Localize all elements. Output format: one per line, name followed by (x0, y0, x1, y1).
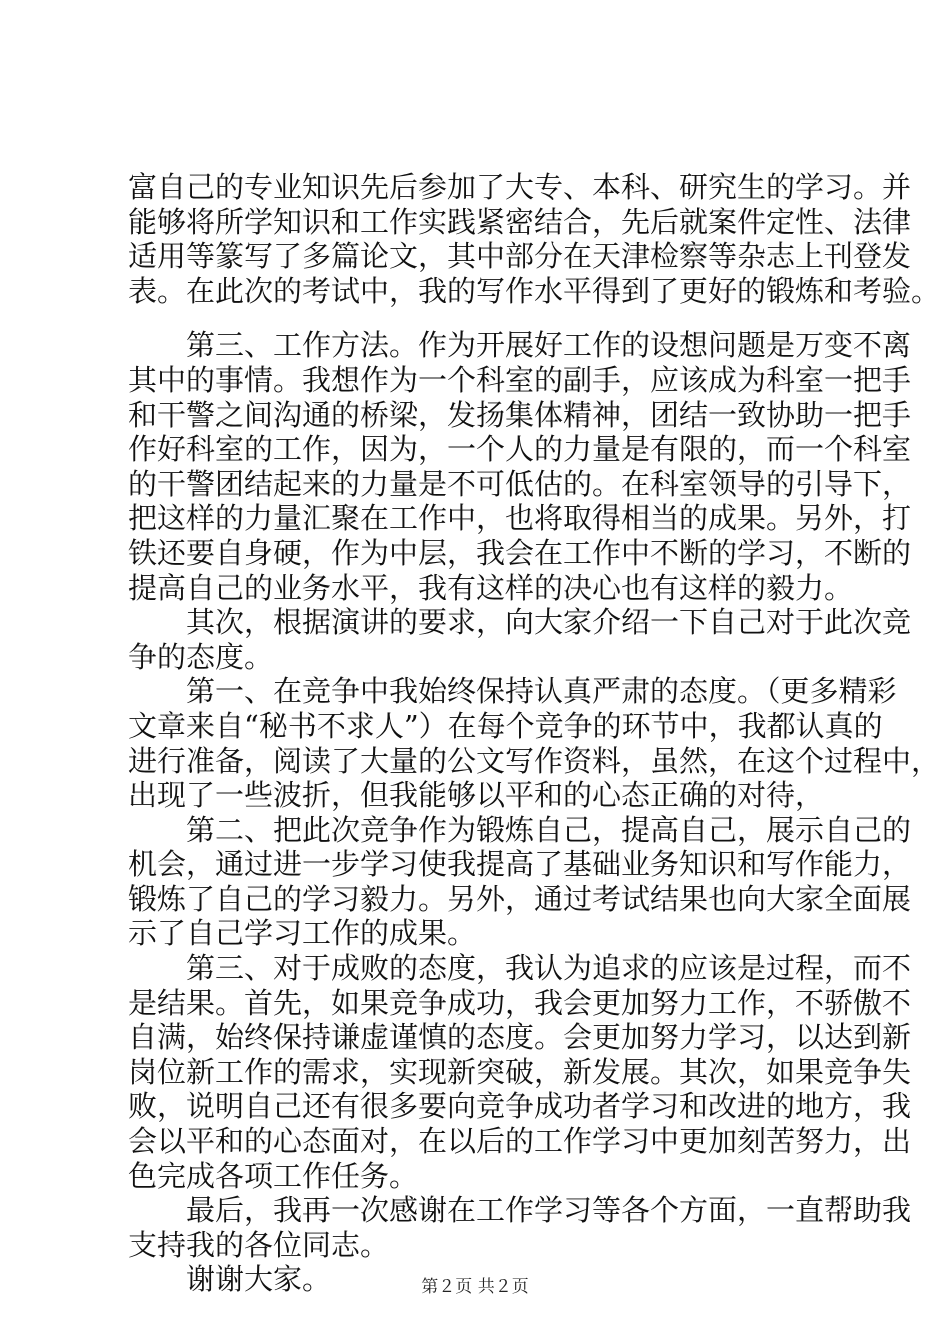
text-line: 会以平和的心态面对，在以后的工作学习中更加刻苦努力，出 (128, 1124, 912, 1159)
text-line: 示了自己学习工作的成果。 (128, 916, 477, 951)
page-number-label: 第２页 共２页 (421, 1277, 529, 1297)
text-line: 把这样的力量汇聚在工作中，也将取得相当的成果。另外，打 (128, 501, 912, 536)
text-line: 第三、工作方法。作为开展好工作的设想问题是万变不离 (128, 328, 912, 363)
text-line: 其中的事情。我想作为一个科室的副手，应该成为科室一把手 (128, 362, 912, 397)
text-line: 提高自己的业务水平，我有这样的决心也有这样的毅力。 (128, 570, 854, 605)
text-line: 谢谢大家。 (128, 1262, 332, 1297)
text-line: 色完成各项工作任务。 (128, 1158, 419, 1193)
text-line: 争的态度。 (128, 639, 274, 674)
text-line: 进行准备，阅读了大量的公文写作资料，虽然，在这个过程中， (128, 743, 941, 778)
text-line: 岗位新工作的需求，实现新突破，新发展。其次，如果竞争失 (128, 1054, 912, 1089)
text-line: 铁还要自身硬，作为中层，我会在工作中不断的学习，不断的 (128, 535, 912, 570)
text-line: 出现了一些波折，但我能够以平和的心态正确的对待， (128, 778, 825, 813)
text-line: 第一、在竞争中我始终保持认真严肃的态度。（更多精彩 (128, 674, 897, 709)
text-line: 支持我的各位同志。 (128, 1227, 390, 1262)
page-footer (0, 1272, 950, 1297)
text-line: 第三、对于成败的态度，我认为追求的应该是过程，而不 (128, 951, 912, 986)
paragraph-block-1 (128, 170, 941, 308)
text-line: 文章来自“秘书不求人”）在每个竞争的环节中，我都认真的 (128, 708, 883, 743)
paragraph-gap (128, 308, 848, 328)
text-line: 表。在此次的考试中，我的写作水平得到了更好的锻炼和考验。 (128, 273, 941, 308)
document-body (128, 170, 941, 1297)
text-line: 败，说明自己还有很多要向竞争成功者学习和改进的地方，我 (128, 1089, 912, 1124)
text-line: 自满，始终保持谦虚谨慎的态度。会更加努力学习，以达到新 (128, 1020, 912, 1055)
text-line: 富自己的专业知识先后参加了大专、本科、研究生的学习。并 (128, 170, 912, 204)
text-line: 锻炼了自己的学习毅力。另外，通过考试结果也向大家全面展 (128, 881, 912, 916)
paragraph-block-2 (128, 328, 941, 1297)
text-line: 能够将所学知识和工作实践紧密结合，先后就案件定性、法律 (128, 204, 912, 239)
text-line: 机会，通过进一步学习使我提高了基础业务知识和写作能力， (128, 847, 912, 882)
text-line: 作好科室的工作，因为，一个人的力量是有限的，而一个科室 (128, 432, 912, 467)
text-line: 的干警团结起来的力量是不可低估的。在科室领导的引导下， (128, 466, 912, 501)
text-line: 适用等篆写了多篇论文，其中部分在天津检察等杂志上刊登发 (128, 239, 912, 274)
text-line: 其次，根据演讲的要求，向大家介绍一下自己对于此次竞 (128, 605, 912, 640)
text-line: 和干警之间沟通的桥梁，发扬集体精神，团结一致协助一把手 (128, 397, 912, 432)
text-line: 是结果。首先，如果竞争成功，我会更加努力工作，不骄傲不 (128, 985, 912, 1020)
text-line: 第二、把此次竞争作为锻炼自己，提高自己，展示自己的 (128, 812, 912, 847)
text-line: 最后，我再一次感谢在工作学习等各个方面，一直帮助我 (128, 1193, 912, 1228)
